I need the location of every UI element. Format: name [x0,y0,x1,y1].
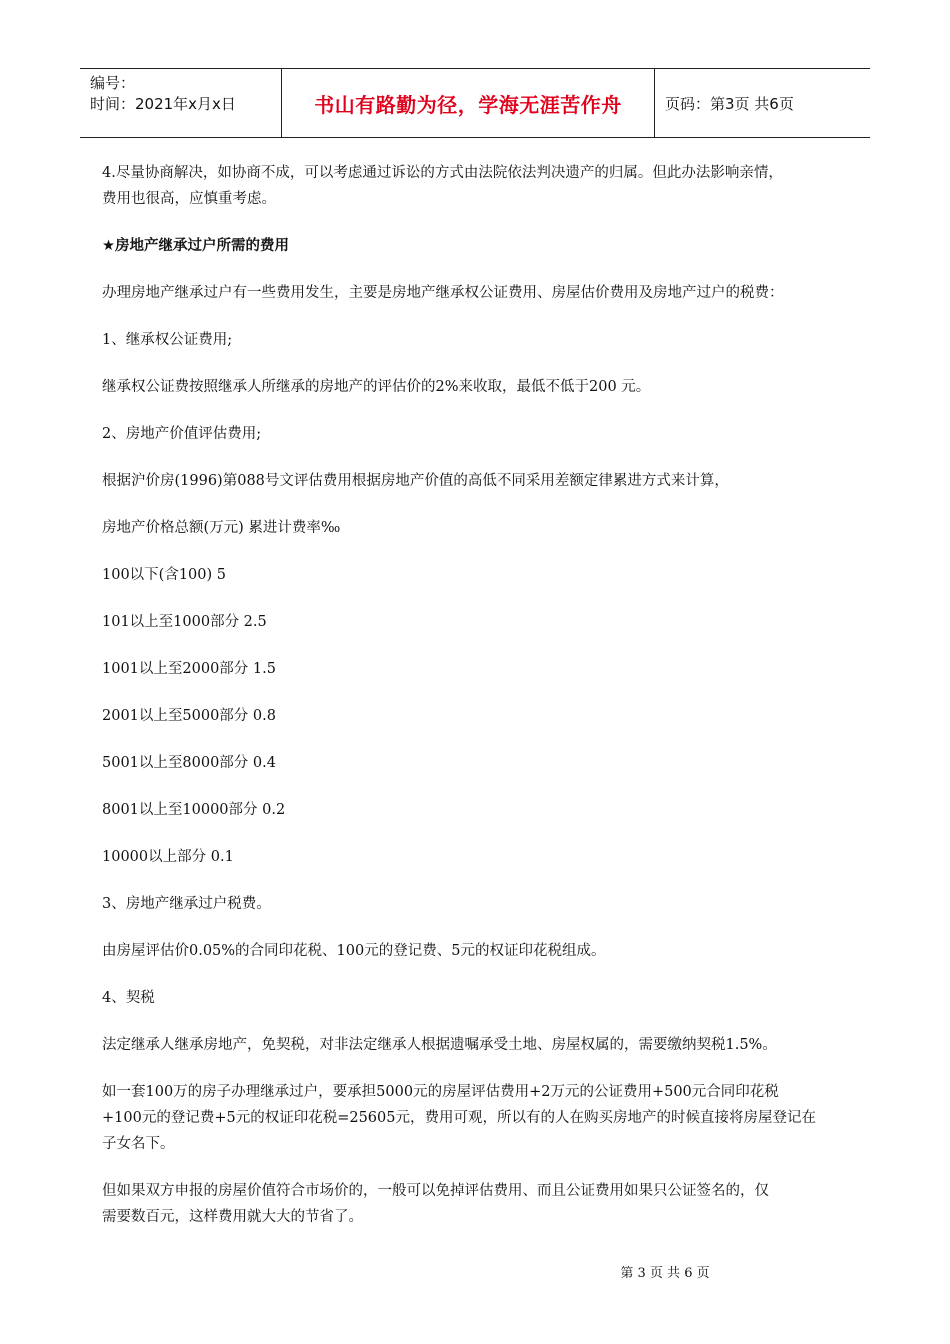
item2-title: 2、房地产价值评估费用; [102,426,262,442]
example-line2: +100元的登记费+5元的权证印花税=25605元，费用可观，所以有的人在购买房地产的时候直接将房屋登记在 [102,1110,816,1126]
header-page-info: 页码：第3页 共6页 [665,94,794,113]
header-meta [80,69,282,137]
doc-date-label: 时间：2021年x月x日 [90,95,236,113]
paragraph-negotiation-line2: 费用也很高，应慎重考虑。 [102,191,276,207]
final-line2: 需要数百元，这样费用就大大的节省了。 [102,1209,363,1225]
section-heading: ★房地产继承过户所需的费用 [102,238,289,254]
header-motto: 书山有路勤为径，学海无涯苦作舟 [282,69,655,137]
paragraph-intro: 办理房地产继承过户有一些费用发生，主要是房地产继承权公证费用、房屋估价费用及房地产过户的税费： [102,285,784,301]
rate-row: 8001以上至10000部分 0.2 [102,802,286,818]
item4-title: 4、契税 [102,990,155,1006]
example-line1: 如一套100万的房子办理继承过户，要承担5000元的房屋评估费用+2万元的公证费用+500元合同印花税 [102,1084,779,1100]
paragraph-negotiation-line1: 4.尽量协商解决，如协商不成，可以考虑通过诉讼的方式由法院依法判决遗产的归属。但此办法影响亲情， [102,165,783,181]
item3-title: 3、房地产继承过户税费。 [102,896,271,912]
rate-table-header: 房地产价格总额(万元) 累进计费率‰ [102,520,341,536]
rate-row: 1001以上至2000部分 1.5 [102,661,276,677]
rate-row: 5001以上至8000部分 0.4 [102,755,276,771]
item1-text: 继承权公证费按照继承人所继承的房地产的评估价的2%来收取，最低不低于200 元。 [102,379,651,395]
document-body [102,160,882,1230]
doc-number-label: 编号： [90,74,136,92]
final-line1: 但如果双方申报的房屋价值符合市场价的，一般可以免掉评估费用、而且公证费用如果只公证签名的，仅 [102,1183,769,1199]
page-footer: 第 3 页 共 6 页 [620,1266,710,1281]
item2-text: 根据沪价房(1996)第088号文评估费用根据房地产价值的高低不同采用差额定律累进方式来计算， [102,473,729,489]
item3-text: 由房屋评估价0.05%的合同印花税、100元的登记费、5元的权证印花税组成。 [102,943,606,959]
example-line3: 子女名下。 [102,1136,175,1152]
page-header [80,68,870,138]
rate-row: 101以上至1000部分 2.5 [102,614,267,630]
rate-row: 2001以上至5000部分 0.8 [102,708,276,724]
rate-row: 100以下(含100) 5 [102,567,227,583]
item1-title: 1、继承权公证费用; [102,332,233,348]
item4-text: 法定继承人继承房地产，免契税，对非法定继承人根据遗嘱承受土地、房屋权属的，需要缴纳契税1.5%。 [102,1037,777,1053]
rate-row: 10000以上部分 0.1 [102,849,234,865]
